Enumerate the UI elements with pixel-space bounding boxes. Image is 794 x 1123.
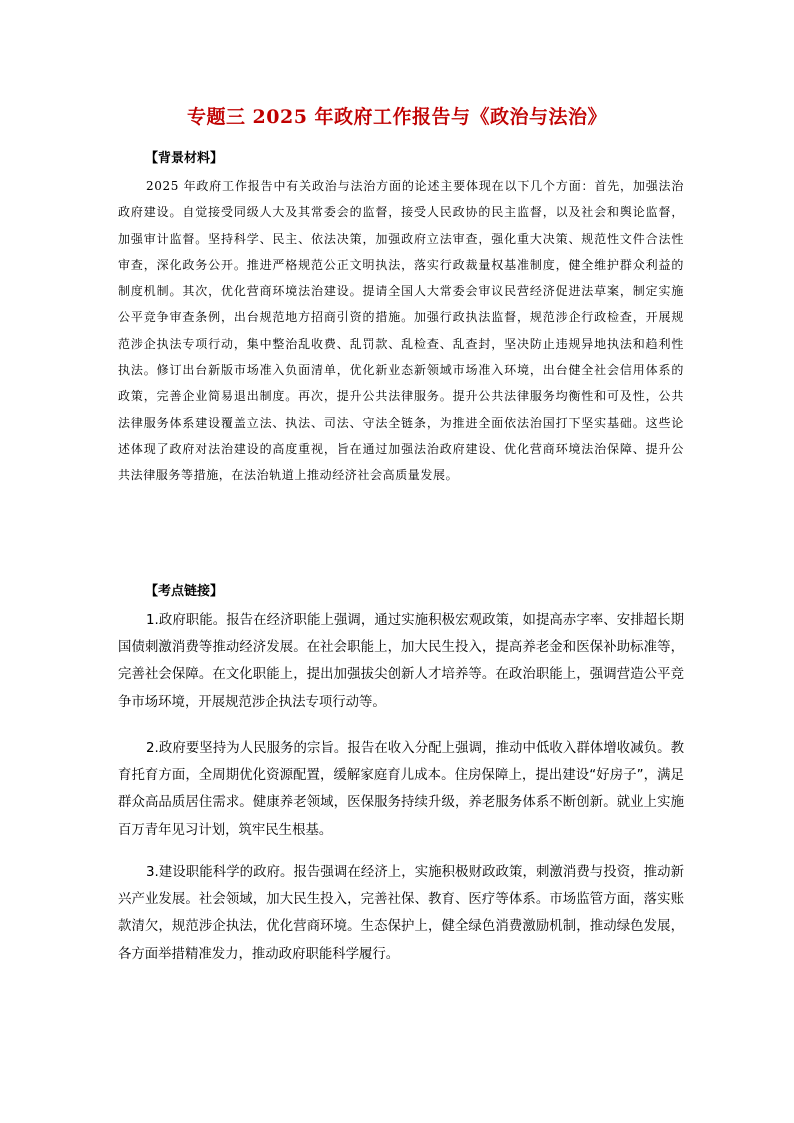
background-paragraph: 2025 年政府工作报告中有关政治与法治方面的论述主要体现在以下几个方面：首先，加强法治政府建设。自觉接受同级人大及其常委会的监督，接受人民政协的民主监督，以及社会和舆论监督，加强审计监督。坚持科学、民主、依法决策，加强政府立法审查，强化重大决策、规范性文件合法性审查，深化政务公开。推进严格规范公正文明执法，落实行政裁量权基准制度，健全维护群众利益的制度机制。其次，优化营商环境法治建设。提请全国人大常委会审议民营经济促进法草案，制定实施公平竞争审查条例，出台规范地方招商引资的措施。加强行政执法监督，规范涉企行政检查，开展规范涉企执法专项行动，集中整治乱收费、乱罚款、乱检查、乱查封，坚决防止违规异地执法和趋利性执法。修订出台新版市场准入负面清单，优化新业态新领域市场准入环境，出台健全社会信用体系的政策，完善企业简易退出制度。再次，提升公共法律服务。提升公共法律服务均衡性和可及性，公共法律服务体系建设覆盖立法、执法、司法、守法全链条，为推进全面依法治国打下坚实基础。这些论述体现了政府对法治建设的高度重视，旨在通过加强法治政府建设、优化营商环境法治保障、提升公共法律服务等措施，在法治轨道上推动经济社会高质量发展。: [118, 179, 684, 483]
kaodian-section-label: 【考点链接】: [145, 584, 224, 599]
kaodian-item-2-lead: 2.政府要坚持为人民服务的宗旨。: [146, 741, 348, 756]
kaodian-item-2-text: 报告在收入分配上强调，推动中低收入群体增收减负。教育托育方面，全周期优化资源配置，缓解家庭育儿成本。住房保障上，提出建设“好房子”，满足群众高品质居住需求。健康养老领域，医保服务持续升级，养老服务体系不断创新。就业上实施百万青年见习计划，筑牢民生根基。: [118, 741, 685, 838]
kaodian-item-3-text: 报告强调在经济上，实施积极财政政策，刺激消费与投资，推动新兴产业发展。社会领域，加大民生投入，完善社保、教育、医疗等体系。市场监管方面，落实账款清欠，规范涉企执法，优化营商环境。生态保护上，健全绿色消费激励机制，推动绿色发展，各方面举措精准发力，推动政府职能科学履行。: [118, 865, 684, 962]
kaodian-item-1: [118, 607, 684, 716]
kaodian-item-1-text: 报告在经济职能上强调，通过实施积极宏观政策，如提高赤字率、安排超长期国债刺激消费等推动经济发展。在社会职能上，加大民生投入，提高养老金和医保补助标准等，完善社会保障。在文化职能上，提出加强拔尖创新人才培养等。在政治职能上，强调营造公平竞争市场环境，开展规范涉企执法专项行动等。: [118, 613, 685, 710]
background-section-label: 【背景材料】: [145, 151, 224, 166]
kaodian-item-2: [118, 735, 684, 844]
kaodian-item-3: [118, 859, 684, 968]
kaodian-item-1-lead: 1.政府职能。: [146, 613, 227, 628]
document-title: 专题三 2025 年政府工作报告与《政治与法治》: [186, 106, 608, 128]
kaodian-item-3-lead: 3.建设职能科学的政府。: [146, 865, 294, 880]
